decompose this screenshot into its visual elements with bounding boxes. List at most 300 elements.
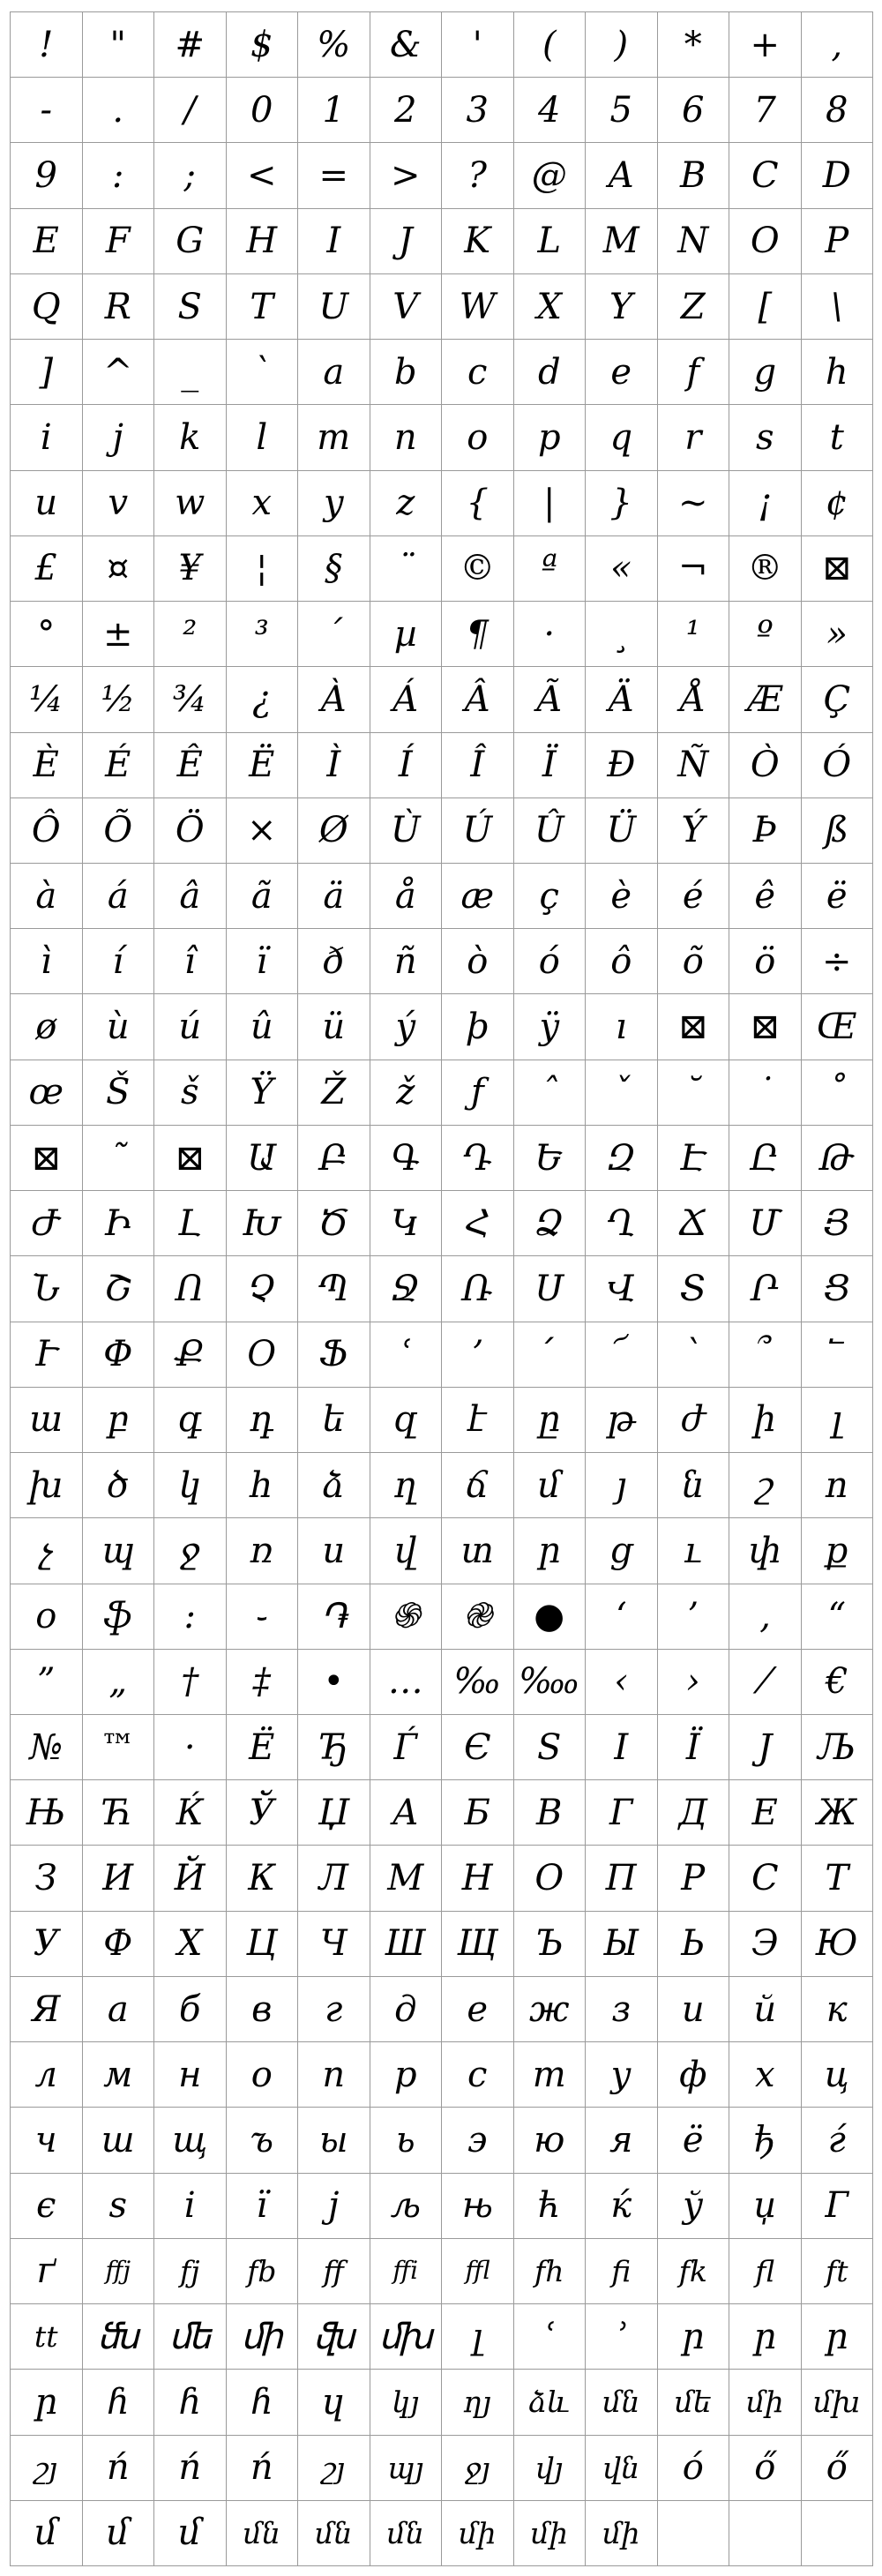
- glyph-cell: Է: [658, 1126, 730, 1191]
- glyph-cell: û: [227, 994, 299, 1060]
- glyph-cell: Ж: [802, 1780, 874, 1846]
- glyph-cell: ՜: [586, 1322, 658, 1388]
- glyph-cell: մի: [586, 2501, 658, 2566]
- glyph-cell: ‱: [514, 1650, 587, 1715]
- glyph-cell: ⊠: [729, 994, 802, 1060]
- glyph-cell: p: [514, 405, 587, 470]
- glyph-cell: £: [11, 536, 83, 602]
- glyph-cell: ˆ: [514, 1060, 587, 1126]
- glyph-cell: ա: [11, 1388, 83, 1453]
- glyph-cell: ր: [658, 2304, 730, 2370]
- glyph-cell: j: [83, 405, 155, 470]
- glyph-cell: q: [586, 405, 658, 470]
- glyph-cell: ': [442, 12, 514, 78]
- glyph-cell: g: [729, 340, 802, 405]
- glyph-cell: а: [83, 1977, 155, 2042]
- glyph-cell: D: [802, 143, 874, 208]
- glyph-cell: G: [154, 209, 227, 274]
- glyph-cell: €: [802, 1650, 874, 1715]
- glyph-cell: Г: [802, 2174, 874, 2239]
- glyph-cell: þ: [442, 994, 514, 1060]
- glyph-cell: ղ: [370, 1453, 443, 1518]
- glyph-cell: ձ: [298, 1453, 370, 1518]
- glyph-cell: ‹: [586, 1650, 658, 1715]
- glyph-cell: э: [442, 2108, 514, 2173]
- glyph-cell: ђ: [729, 2108, 802, 2173]
- glyph-cell: È: [11, 733, 83, 798]
- glyph-cell: Ռ: [442, 1256, 514, 1322]
- glyph-cell: щ: [154, 2108, 227, 2173]
- glyph-cell: շյ: [11, 2436, 83, 2501]
- glyph-cell: Վ: [586, 1256, 658, 1322]
- glyph-cell: Ã: [514, 667, 587, 732]
- glyph-cell: ՞: [729, 1322, 802, 1388]
- glyph-cell: P: [802, 209, 874, 274]
- glyph-cell: ﬔ: [154, 2304, 227, 2370]
- glyph-cell: պ: [83, 1518, 155, 1584]
- glyph-cell: ь: [370, 2108, 443, 2173]
- glyph-cell: м: [83, 2042, 155, 2108]
- glyph-cell: [: [729, 274, 802, 340]
- glyph-cell: պյ: [370, 2436, 443, 2501]
- glyph-cell: л: [11, 2042, 83, 2108]
- glyph-cell: ı: [586, 994, 658, 1060]
- glyph-cell: մն: [370, 2501, 443, 2566]
- glyph-cell: Р: [658, 1846, 730, 1911]
- glyph-cell: fb: [227, 2239, 299, 2304]
- glyph-cell: х: [729, 2042, 802, 2108]
- glyph-cell: R: [83, 274, 155, 340]
- glyph-cell: ї: [227, 2174, 299, 2239]
- glyph-cell: է: [442, 1388, 514, 1453]
- glyph-cell: ö: [729, 929, 802, 994]
- glyph-cell: Ÿ: [227, 1060, 299, 1126]
- glyph-cell: a: [298, 340, 370, 405]
- glyph-cell: ր: [514, 1518, 587, 1584]
- glyph-cell: ⊠: [11, 1126, 83, 1191]
- glyph-cell: -: [11, 78, 83, 143]
- glyph-cell: ј: [298, 2174, 370, 2239]
- glyph-cell: ё: [658, 2108, 730, 2173]
- glyph-cell: լ: [442, 2304, 514, 2370]
- glyph-cell: fh: [514, 2239, 587, 2304]
- glyph-cell: ч: [11, 2108, 83, 2173]
- glyph-cell: A: [586, 143, 658, 208]
- glyph-cell: ft: [802, 2239, 874, 2304]
- glyph-cell: ;: [154, 143, 227, 208]
- glyph-cell: Ո: [154, 1256, 227, 1322]
- glyph-cell: á: [83, 864, 155, 929]
- glyph-cell: =: [298, 143, 370, 208]
- glyph-cell: ˚: [802, 1060, 874, 1126]
- glyph-cell: ¢: [802, 471, 874, 536]
- glyph-cell: ±: [83, 602, 155, 667]
- glyph-cell: V: [370, 274, 443, 340]
- glyph-cell: “: [802, 1584, 874, 1650]
- glyph-cell: ¹: [658, 602, 730, 667]
- glyph-cell: Û: [514, 798, 587, 864]
- glyph-cell: ն: [658, 1453, 730, 1518]
- glyph-cell: մ: [83, 2501, 155, 2566]
- glyph-cell: մն: [298, 2501, 370, 2566]
- glyph-cell: Դ: [442, 1126, 514, 1191]
- glyph-cell: ³: [227, 602, 299, 667]
- glyph-cell: º: [729, 602, 802, 667]
- glyph-cell: Ñ: [658, 733, 730, 798]
- glyph-cell: Ճ: [658, 1191, 730, 1256]
- glyph-cell: Џ: [298, 1780, 370, 1846]
- glyph-cell: Ղ: [586, 1191, 658, 1256]
- glyph-cell: Կ: [370, 1191, 443, 1256]
- glyph-cell: д: [370, 1977, 443, 2042]
- glyph-cell: ¤: [83, 536, 155, 602]
- glyph-cell: ô: [586, 929, 658, 994]
- glyph-cell: Գ: [370, 1126, 443, 1191]
- glyph-cell: І: [586, 1715, 658, 1780]
- glyph-cell: ”: [11, 1650, 83, 1715]
- glyph-cell: ՙ: [370, 1322, 443, 1388]
- glyph-cell: մի: [514, 2501, 587, 2566]
- glyph-cell: š: [154, 1060, 227, 1126]
- glyph-cell: ж: [514, 1977, 587, 2042]
- glyph-cell: †: [154, 1650, 227, 1715]
- glyph-cell: ֏: [298, 1584, 370, 1650]
- glyph-cell: ւ: [658, 1518, 730, 1584]
- glyph-cell: З: [11, 1846, 83, 1911]
- glyph-cell: խ: [11, 1453, 83, 1518]
- glyph-cell: վն: [586, 2436, 658, 2501]
- glyph-cell: 8: [802, 78, 874, 143]
- glyph-cell: .: [83, 78, 155, 143]
- glyph-cell: Х: [154, 1912, 227, 1977]
- glyph-cell: Z: [658, 274, 730, 340]
- glyph-cell: ffj: [83, 2239, 155, 2304]
- glyph-cell: 3: [442, 78, 514, 143]
- glyph-cell: fj: [154, 2239, 227, 2304]
- glyph-cell: Œ: [802, 994, 874, 1060]
- glyph-cell: t: [802, 405, 874, 470]
- glyph-cell: z: [370, 471, 443, 536]
- glyph-cell: ¥: [154, 536, 227, 602]
- glyph-cell: Ե: [514, 1126, 587, 1191]
- glyph-cell: ջ: [154, 1518, 227, 1584]
- glyph-cell: ⊠: [658, 994, 730, 1060]
- glyph-cell: Ä: [586, 667, 658, 732]
- glyph-cell: с: [442, 2042, 514, 2108]
- glyph-cell: w: [154, 471, 227, 536]
- glyph-cell: S: [154, 274, 227, 340]
- glyph-cell: ՝: [658, 1322, 730, 1388]
- glyph-cell: ˙: [729, 1060, 802, 1126]
- glyph-cell: Ւ: [11, 1322, 83, 1388]
- glyph-cell: W: [442, 274, 514, 340]
- glyph-cell: ˜: [83, 1126, 155, 1191]
- glyph-cell: E: [11, 209, 83, 274]
- glyph-cell: џ: [729, 2174, 802, 2239]
- glyph-cell: +: [729, 12, 802, 78]
- glyph-cell: ѓ: [802, 2108, 874, 2173]
- glyph-cell: Զ: [586, 1126, 658, 1191]
- glyph-grid: [10, 11, 873, 2566]
- glyph-cell: Ր: [729, 1256, 802, 1322]
- glyph-cell: ~: [658, 471, 730, 536]
- glyph-cell: ¬: [658, 536, 730, 602]
- glyph-cell: ¨: [370, 536, 443, 602]
- glyph-cell: ր: [11, 2370, 83, 2435]
- glyph-cell: s: [729, 405, 802, 470]
- glyph-cell: |: [514, 471, 587, 536]
- glyph-cell: Æ: [729, 667, 802, 732]
- glyph-cell: ¼: [11, 667, 83, 732]
- glyph-cell: #: [154, 12, 227, 78]
- glyph-cell: օ: [11, 1584, 83, 1650]
- glyph-cell: Ï: [514, 733, 587, 798]
- glyph-cell: tt: [11, 2304, 83, 2370]
- glyph-cell: U: [298, 274, 370, 340]
- glyph-cell: F: [83, 209, 155, 274]
- glyph-cell: è: [586, 864, 658, 929]
- glyph-cell: „: [83, 1650, 155, 1715]
- glyph-cell: У: [11, 1912, 83, 1977]
- glyph-cell: ä: [298, 864, 370, 929]
- glyph-cell: ®: [729, 536, 802, 602]
- glyph-cell: В: [514, 1780, 587, 1846]
- glyph-cell: Â: [442, 667, 514, 732]
- glyph-cell: ‰: [442, 1650, 514, 1715]
- glyph-cell: Ձ: [514, 1191, 587, 1256]
- glyph-cell: н: [154, 2042, 227, 2108]
- glyph-cell: 2: [370, 78, 443, 143]
- glyph-cell: Ї: [658, 1715, 730, 1780]
- glyph-cell: բ: [83, 1388, 155, 1453]
- glyph-cell: ш: [83, 2108, 155, 2173]
- glyph-cell: Ш: [370, 1912, 443, 1977]
- glyph-cell: զ: [370, 1388, 443, 1453]
- glyph-cell: H: [227, 209, 299, 274]
- glyph-cell: ?: [442, 143, 514, 208]
- glyph-cell: ×: [227, 798, 299, 864]
- glyph-cell: Ð: [586, 733, 658, 798]
- glyph-cell: ¾: [154, 667, 227, 732]
- glyph-cell: Щ: [442, 1912, 514, 1977]
- glyph-cell: h: [802, 340, 874, 405]
- glyph-cell: ő: [802, 2436, 874, 2501]
- glyph-cell: ջյ: [442, 2436, 514, 2501]
- glyph-cell: ⊠: [802, 536, 874, 602]
- glyph-cell: Ù: [370, 798, 443, 864]
- glyph-cell: Њ: [11, 1780, 83, 1846]
- glyph-cell: і: [154, 2174, 227, 2239]
- glyph-cell: М: [370, 1846, 443, 1911]
- glyph-cell: И: [83, 1846, 155, 1911]
- glyph-cell: ò: [442, 929, 514, 994]
- glyph-cell: ժ: [658, 1388, 730, 1453]
- glyph-cell: ѕ: [83, 2174, 155, 2239]
- glyph-cell: վյ: [514, 2436, 587, 2501]
- glyph-cell: ќ: [586, 2174, 658, 2239]
- glyph-cell: є: [11, 2174, 83, 2239]
- glyph-cell: ,: [802, 12, 874, 78]
- glyph-cell: Q: [11, 274, 83, 340]
- glyph-cell: i: [11, 405, 83, 470]
- glyph-cell: ½: [83, 667, 155, 732]
- glyph-cell: ɦ: [154, 2370, 227, 2435]
- glyph-cell: (: [514, 12, 587, 78]
- glyph-cell: Շ: [83, 1256, 155, 1322]
- glyph-cell: :: [83, 143, 155, 208]
- glyph-cell: Ç: [802, 667, 874, 732]
- glyph-cell: …: [370, 1650, 443, 1715]
- glyph-cell: &: [370, 12, 443, 78]
- glyph-cell: y: [298, 471, 370, 536]
- glyph-cell: ñ: [370, 929, 443, 994]
- glyph-cell: մն: [227, 2501, 299, 2566]
- glyph-cell: я: [586, 2108, 658, 2173]
- glyph-cell: ղյ: [442, 2370, 514, 2435]
- glyph-cell: Լ: [154, 1191, 227, 1256]
- glyph-cell: ɥ: [298, 2370, 370, 2435]
- glyph-cell: թ: [586, 1388, 658, 1453]
- glyph-cell: у: [586, 2042, 658, 2108]
- glyph-cell: ffi: [370, 2239, 443, 2304]
- glyph-cell: А: [370, 1780, 443, 1846]
- glyph-cell: Ѕ: [514, 1715, 587, 1780]
- glyph-cell: í: [83, 929, 155, 994]
- glyph-cell: ´: [298, 602, 370, 667]
- glyph-cell: ճ: [442, 1453, 514, 1518]
- glyph-cell: ù: [83, 994, 155, 1060]
- glyph-cell: շ: [729, 1453, 802, 1518]
- glyph-cell: µ: [370, 602, 443, 667]
- glyph-cell: fi: [586, 2239, 658, 2304]
- glyph-cell: ó: [658, 2436, 730, 2501]
- glyph-cell: Տ: [658, 1256, 730, 1322]
- glyph-cell: ń: [83, 2436, 155, 2501]
- glyph-cell: ï: [227, 929, 299, 994]
- glyph-cell: Ց: [802, 1256, 874, 1322]
- glyph-cell: fl: [729, 2239, 802, 2304]
- glyph-cell: կյ: [370, 2370, 443, 2435]
- glyph-cell: ó: [514, 929, 587, 994]
- glyph-cell: ы: [298, 2108, 370, 2173]
- glyph-cell: ը: [514, 1388, 587, 1453]
- glyph-cell: î: [154, 929, 227, 994]
- glyph-cell: °: [11, 602, 83, 667]
- glyph-cell: ¡: [729, 471, 802, 536]
- glyph-cell: Ò: [729, 733, 802, 798]
- glyph-cell: Ѓ: [370, 1715, 443, 1780]
- glyph-cell: й: [729, 1977, 802, 2042]
- glyph-cell: ռ: [227, 1518, 299, 1584]
- glyph-cell: Ê: [154, 733, 227, 798]
- glyph-cell: մն: [586, 2370, 658, 2435]
- glyph-cell: «: [586, 536, 658, 602]
- glyph-cell: Ա: [227, 1126, 299, 1191]
- glyph-cell: ƒ: [442, 1060, 514, 1126]
- glyph-cell: е: [442, 1977, 514, 2042]
- glyph-cell: т: [514, 2042, 587, 2108]
- glyph-cell: ʾ: [586, 2304, 658, 2370]
- glyph-cell: ·: [154, 1715, 227, 1780]
- glyph-cell: Љ: [802, 1715, 874, 1780]
- glyph-cell: k: [154, 405, 227, 470]
- glyph-cell: մե: [658, 2370, 730, 2435]
- glyph-cell: Փ: [83, 1322, 155, 1388]
- glyph-cell: 7: [729, 78, 802, 143]
- glyph-cell: љ: [370, 2174, 443, 2239]
- glyph-cell: ֍: [370, 1584, 443, 1650]
- glyph-cell: Ë: [227, 733, 299, 798]
- glyph-cell: e: [586, 340, 658, 405]
- glyph-cell: Ю: [802, 1912, 874, 1977]
- glyph-cell: Л: [298, 1846, 370, 1911]
- glyph-cell: Ժ: [11, 1191, 83, 1256]
- glyph-cell: æ: [442, 864, 514, 929]
- glyph-cell: d: [514, 340, 587, 405]
- glyph-cell: x: [227, 471, 299, 536]
- glyph-cell: Ì: [298, 733, 370, 798]
- glyph-cell: տ: [442, 1518, 514, 1584]
- glyph-cell: Я: [11, 1977, 83, 2042]
- glyph-cell: _: [154, 340, 227, 405]
- glyph-cell: ⊠: [154, 1126, 227, 1191]
- glyph-cell: ˇ: [586, 1060, 658, 1126]
- glyph-cell: ﬓ: [83, 2304, 155, 2370]
- glyph-cell: ո: [802, 1453, 874, 1518]
- glyph-cell: ü: [298, 994, 370, 1060]
- glyph-cell: հ: [227, 1453, 299, 1518]
- glyph-cell: ¸: [586, 602, 658, 667]
- glyph-cell: Ы: [586, 1912, 658, 1977]
- glyph-cell: õ: [658, 929, 730, 994]
- glyph-cell: ¿: [227, 667, 299, 732]
- glyph-cell: Þ: [729, 798, 802, 864]
- glyph-cell: <: [227, 143, 299, 208]
- glyph-cell: ð: [298, 929, 370, 994]
- glyph-cell: `: [227, 340, 299, 405]
- glyph-cell: c: [442, 340, 514, 405]
- glyph-cell: ‡: [227, 1650, 299, 1715]
- glyph-cell: П: [586, 1846, 658, 1911]
- glyph-cell: ń: [154, 2436, 227, 2501]
- glyph-cell: Ú: [442, 798, 514, 864]
- glyph-cell: ²: [154, 602, 227, 667]
- glyph-cell: դ: [227, 1388, 299, 1453]
- glyph-cell: њ: [442, 2174, 514, 2239]
- glyph-cell: ﬕ: [227, 2304, 299, 2370]
- glyph-cell: ﬖ: [298, 2304, 370, 2370]
- glyph-cell: ր: [802, 2304, 874, 2370]
- glyph-cell: Á: [370, 667, 443, 732]
- glyph-cell: ë: [802, 864, 874, 929]
- glyph-cell: n: [370, 405, 443, 470]
- glyph-cell: ձև: [514, 2370, 587, 2435]
- glyph-cell: Ё: [227, 1715, 299, 1780]
- glyph-cell: ɦ: [83, 2370, 155, 2435]
- glyph-cell: շյ: [298, 2436, 370, 2501]
- glyph-cell: №: [11, 1715, 83, 1780]
- glyph-cell: ffl: [442, 2239, 514, 2304]
- glyph-cell: կ: [154, 1453, 227, 1518]
- glyph-cell: ⁄: [729, 1650, 802, 1715]
- glyph-cell: Պ: [298, 1256, 370, 1322]
- glyph-cell: Ц: [227, 1912, 299, 1977]
- glyph-cell: ֎: [442, 1584, 514, 1650]
- glyph-cell: §: [298, 536, 370, 602]
- glyph-cell: :: [154, 1584, 227, 1650]
- glyph-cell: մի: [729, 2370, 802, 2435]
- glyph-cell: Ö: [154, 798, 227, 864]
